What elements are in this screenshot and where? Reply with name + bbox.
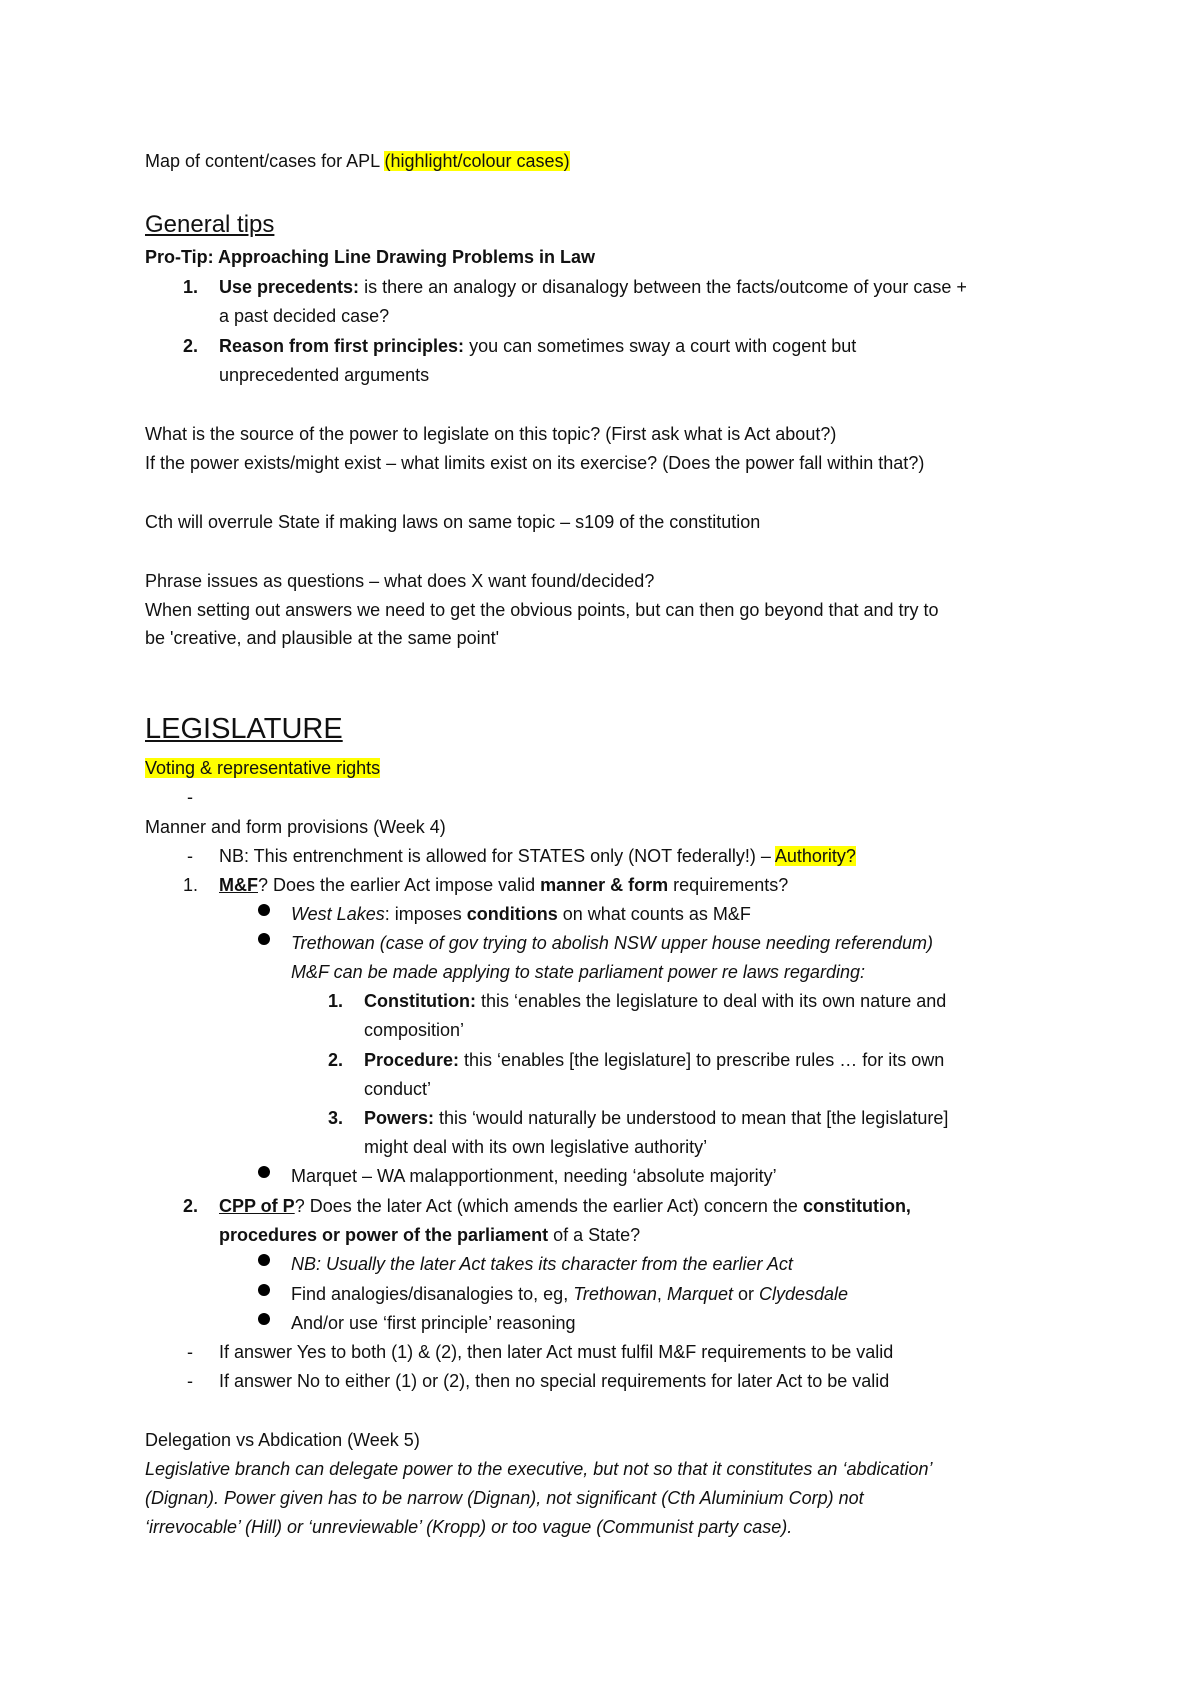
sub-item-cont: might deal with its own legislative authority’ [364,1137,708,1157]
intro-text: Map of content/cases for APL [145,151,385,171]
sub-number: 1. [328,991,344,1011]
question-mf: M&F? Does the earlier Act impose valid manner & form requirements? [219,875,789,895]
sub-item: Procedure: this ‘enables [the legislature] to prescribe rules … for its own [364,1050,945,1070]
empty-dash: - [187,787,193,807]
bullet-marquet: Marquet – WA malapportionment, needing ‘absolute majority’ [291,1166,777,1186]
paragraph-line: When setting out answers we need to get the obvious points, but can then go beyond that and try to [145,600,939,620]
mf-heading: Manner and form provisions (Week 4) [145,817,446,837]
question-number: 1. [183,875,199,895]
sub-item: Constitution: this ‘enables the legislature to deal with its own nature and [364,991,947,1011]
intro-line [145,150,570,172]
bullet-icon [258,1166,270,1178]
tip-item-cont: a past decided case? [219,306,390,326]
dash-marker: - [187,1371,193,1391]
bullet-westlakes: West Lakes: imposes conditions on what counts as M&F [291,904,751,924]
sub-item-cont: conduct’ [364,1079,432,1099]
bullet-first-principle: And/or use ‘first principle’ reasoning [291,1313,576,1333]
trethowan-cont: M&F can be made applying to state parliament power re laws regarding: [291,962,865,982]
paragraph-line: Phrase issues as questions – what does X want found/decided? [145,571,655,591]
tip-number: 2. [183,336,199,356]
tip-number: 1. [183,277,199,297]
nb-line: NB: This entrenchment is allowed for STATES only (NOT federally!) – Authority? [219,846,856,866]
question-cpp: CPP of P? Does the later Act (which amends the earlier Act) concern the constitution, [219,1196,911,1216]
protip-heading: Pro-Tip: Approaching Line Drawing Problems in Law [145,247,596,267]
bullet-icon [258,904,270,916]
delegation-line: ‘irrevocable’ (Hill) or ‘unreviewable’ (Kropp) or too vague (Communist party case). [145,1517,793,1537]
dash-marker: - [187,1342,193,1362]
tip-item: Reason from first principles: you can sometimes sway a court with cogent but [219,336,857,356]
bullet-analogies: Find analogies/disanalogies to, eg, Trethowan, Marquet or Clydesdale [291,1284,849,1304]
bullet-icon [258,1254,270,1266]
dash-marker: - [187,846,193,866]
legislature-heading: LEGISLATURE [145,713,343,745]
bullet-trethowan: Trethowan (case of gov trying to abolish NSW upper house needing referendum) [291,933,934,953]
bullet-icon [258,1313,270,1325]
paragraph-line: If the power exists/might exist – what limits exist on its exercise? (Does the power fall within that?) [145,453,925,473]
paragraph-line: Cth will overrule State if making laws on same topic – s109 of the constitution [145,512,761,532]
bullet-nb: NB: Usually the later Act takes its character from the earlier Act [291,1254,793,1274]
bullet-icon [258,1284,270,1296]
delegation-line: (Dignan). Power given has to be narrow (Dignan), not significant (Cth Aluminium Corp) not [145,1488,864,1508]
tip-item-cont: unprecedented arguments [219,365,430,385]
question-number: 2. [183,1196,199,1216]
question-cpp-cont: procedures or power of the parliament of a State? [219,1225,641,1245]
delegation-line: Legislative branch can delegate power to the executive, but not so that it constitutes an ‘abdication’ [145,1459,933,1479]
intro-highlight: (highlight/colour cases) [384,151,570,171]
sub-number: 2. [328,1050,344,1070]
if-no-line: If answer No to either (1) or (2), then no special requirements for later Act to be valid [219,1371,890,1391]
tip-item: Use precedents: is there an analogy or disanalogy between the facts/outcome of your case + [219,277,967,297]
general-tips-heading: General tips [145,211,275,238]
bullet-icon [258,933,270,945]
sub-item: Powers: this ‘would naturally be understood to mean that [the legislature] [364,1108,949,1128]
sub-item-cont: composition’ [364,1020,465,1040]
paragraph-line: What is the source of the power to legislate on this topic? (First ask what is Act about?) [145,424,837,444]
voting-subheading: Voting & representative rights [145,758,381,778]
paragraph-line: be 'creative, and plausible at the same point' [145,628,500,648]
sub-number: 3. [328,1108,344,1128]
if-yes-line: If answer Yes to both (1) & (2), then later Act must fulfil M&F requirements to be valid [219,1342,894,1362]
delegation-heading: Delegation vs Abdication (Week 5) [145,1430,420,1450]
